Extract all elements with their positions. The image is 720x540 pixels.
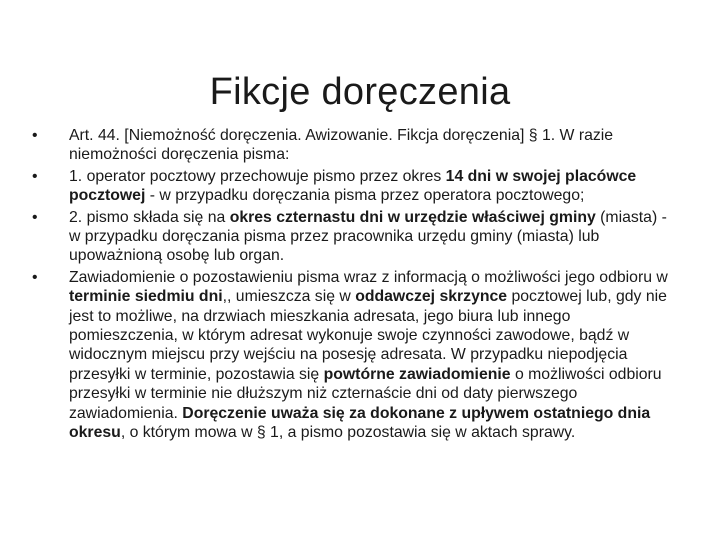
item-text: , o którym mowa w § 1, a pismo pozostawia się w aktach sprawy. <box>120 424 576 442</box>
bullet-item-art-44 <box>32 126 672 165</box>
item-text-bold: okres czternastu dni w urzędzie właściwej gminy <box>229 208 596 226</box>
item-text: (miasta) - w przypadku doręczania pisma przez pracownika urzędu gminy (miasta) lub upoważnioną osobę lub organ. <box>69 208 667 265</box>
item-text: 1. operator pocztowy przechowuje pismo przez okres <box>69 167 446 185</box>
item-text: o możliwości odbioru przesyłki w terminie nie dłuższym niż czternaście dni od daty pierwszego zawiadomienia. <box>69 365 662 422</box>
item-text: pocztowej lub, gdy nie jest to możliwe, na drzwiach mieszkania adresata, jego biura lub innego pomieszczenia, w którym adresat wykonuje swoje czynności zawodowe, bądź w widocznym miejscu przy wejściu na posesję adresata. W przypadku niepodjęcia przesyłki w terminie, pozostawia się <box>69 288 667 383</box>
bullet-list <box>32 126 672 445</box>
item-text: W razie niemożności doręczenia pisma: <box>69 127 614 164</box>
item-text: - w przypadku doręczania pisma przez operatora pocztowego; <box>145 187 585 205</box>
item-text-bold: powtórne zawiadomienie <box>323 365 511 383</box>
item-text: 2. pismo składa się na <box>69 208 230 226</box>
bullet-item-zawiadomienie <box>32 268 672 443</box>
bullet-item-operator-pocztowy <box>32 167 672 206</box>
bullet-icon: • <box>32 167 38 185</box>
item-text-bold: oddawczej skrzynce <box>355 288 508 306</box>
slide-title: Fikcje doręczenia <box>209 71 511 114</box>
bullet-icon: • <box>32 208 38 226</box>
bullet-icon: • <box>32 268 38 286</box>
bullet-item-urzad-gminy <box>32 208 672 266</box>
item-text: Art. 44. [Niemożność doręczenia. Awizowanie. Fikcja doręczenia] § 1. <box>69 127 560 144</box>
item-text-bold: 14 dni w swojej placówce pocztowej <box>69 167 637 205</box>
item-text-bold: Doręczenie uważa się za dokonane z upływem ostatniego dnia okresu <box>69 404 651 442</box>
item-text: ,, umieszcza się w <box>222 288 356 306</box>
item-text: Zawiadomienie o pozostawieniu pisma wraz z informacją o możliwości jego odbioru w <box>69 268 668 286</box>
item-text-bold: terminie siedmiu dni <box>69 288 223 306</box>
bullet-icon: • <box>32 127 38 144</box>
